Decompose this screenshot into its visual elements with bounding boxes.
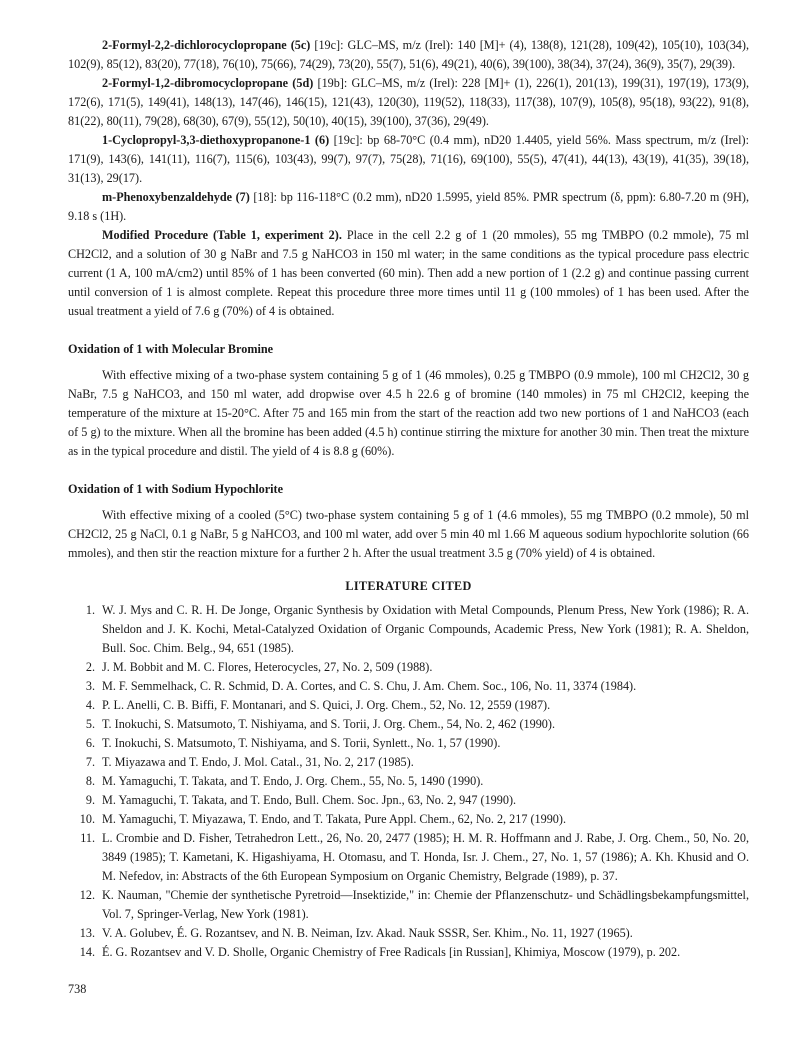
reference-text: M. Yamaguchi, T. Takata, and T. Endo, J. Org. Chem., 55, No. 5, 1490 (1990). <box>102 774 484 788</box>
compound-7-paragraph <box>68 188 749 226</box>
compound-6-ref: [19c]: <box>329 133 368 147</box>
reference-text: T. Miyazawa and T. Endo, J. Mol. Catal., 31, No. 2, 217 (1985). <box>102 755 414 769</box>
page-number: 738 <box>68 982 87 996</box>
reference-item-9 <box>68 791 749 810</box>
reference-item-6 <box>68 734 749 753</box>
reference-text: V. A. Golubev, É. G. Rozantsev, and N. B. Neiman, Izv. Akad. Nauk SSSR, Ser. Khim., No. 11, 1927 (1965). <box>102 926 633 940</box>
reference-number: 11. <box>80 831 95 845</box>
reference-item-12 <box>68 886 749 924</box>
compound-5c-text: GLC–MS, m/z (Irel): 140 [M]+ (4), 138(8), 121(28), 109(42), 105(10), 103(34), 102(9), 85(12), 83(20), 77(18), 76(10), 75(66), 74(29), 73(20), 55(7), 51(6), 49(21), 40(6), 39(100), 38(34), 37(24), 36(9), 35(7), 29(39). <box>68 38 749 71</box>
reference-item-1 <box>68 601 749 658</box>
paper-page <box>68 36 749 962</box>
compound-5c-ref: [19c]: <box>310 38 348 52</box>
compound-6-name: 1-Cyclopropyl-3,3-diethoxypropanone-1 (6) <box>102 133 330 147</box>
reference-text: É. G. Rozantsev and V. D. Sholle, Organic Chemistry of Free Radicals [in Russian], Khimiya, Moscow (1979), p. 202. <box>102 945 681 959</box>
reference-item-11 <box>68 829 749 886</box>
reference-number: 12. <box>79 888 95 902</box>
reference-number: 7. <box>85 755 95 769</box>
reference-item-13 <box>68 924 749 943</box>
compound-6-text: bp 68-70°C (0.4 mm), nD20 1.4405, yield 56%. Mass spectrum, m/z (Irel): 171(9), 143(6), 141(11), 116(7), 115(6), 103(43), 99(7), 97(7), 75(28), 71(16), 69(100), 55(5), 47(41), 44(13), 43(19), 41(35), 39(18), 31(13), 29(17). <box>68 133 749 185</box>
compound-5d-paragraph <box>68 74 749 131</box>
reference-text: J. M. Bobbit and M. C. Flores, Heterocycles, 27, No. 2, 509 (1988). <box>102 660 433 674</box>
reference-number: 6. <box>85 736 95 750</box>
reference-item-4 <box>68 696 749 715</box>
bromine-section-body: With effective mixing of a two-phase system containing 5 g of 1 (46 mmoles), 0.25 g TMBPO (0.9 mmole), 100 ml CH2Cl2, 30 g NaBr, 7.5 g NaHCO3, and 150 ml water, add dropwise over 4.5 h 22.6 g of bromine (140 mmoles) in 75 ml CH2Cl2, keeping the temperature of the mixture at 15-20°C. After 75 and 165 min from the start of the reaction add two new portions of 1 and NaHCO3 (each of 5 g) to the mixture. When all the bromine has been added (4.5 h) continue stirring the mixture for another 30 min. Then treat the mixture as in the typical procedure and distil. The yield of 4 is 8.8 g (60%). <box>68 368 749 458</box>
hypochlorite-section-body: With effective mixing of a cooled (5°C) two-phase system containing 5 g of 1 (4.6 mmoles), 55 mg TMBPO (0.2 mmole), 50 ml CH2Cl2, 25 g NaCl, 0.1 g NaBr, 5 g NaHCO3, and 100 ml water, add over 5 min 40 ml 1.66 M aqueous sodium hypochlorite solution (66 mmoles), and then stir the reaction mixture for a further 2 h. After the usual treatment 3.5 g (70% yield) of 4 is obtained. <box>68 508 749 560</box>
modified-procedure-paragraph <box>68 226 749 321</box>
reference-item-5 <box>68 715 749 734</box>
compound-7-ref: [18]: <box>249 190 281 204</box>
reference-item-10 <box>68 810 749 829</box>
reference-text: P. L. Anelli, C. B. Biffi, F. Montanari, and S. Quici, J. Org. Chem., 52, No. 12, 2559 (1987). <box>102 698 551 712</box>
reference-text: M. Yamaguchi, T. Miyazawa, T. Endo, and T. Takata, Pure Appl. Chem., 62, No. 2, 217 (1990). <box>102 812 567 826</box>
reference-number: 9. <box>85 793 95 807</box>
reference-text: K. Nauman, "Chemie der synthetische Pyretroid—Insektizide," in: Chemie der Pflanzenschutz- und Schädlingsbekampfungsmittel, Vol. 7, Springer-Verlag, New York (1981). <box>102 888 749 921</box>
compound-5c-paragraph <box>68 36 749 74</box>
reference-number: 8. <box>85 774 95 788</box>
reference-item-3 <box>68 677 749 696</box>
reference-number: 5. <box>85 717 95 731</box>
compound-7-name: m-Phenoxybenzaldehyde (7) <box>102 190 250 204</box>
reference-item-8 <box>68 772 749 791</box>
compound-5c-name: 2-Formyl-2,2-dichlorocyclopropane (5c) <box>102 38 311 52</box>
reference-number: 4. <box>85 698 95 712</box>
reference-number: 2. <box>85 660 95 674</box>
bromine-section-heading: Oxidation of 1 with Molecular Bromine <box>68 342 274 356</box>
reference-item-7 <box>68 753 749 772</box>
reference-text: T. Inokuchi, S. Matsumoto, T. Nishiyama, and S. Torii, J. Org. Chem., 54, No. 2, 462 (1990). <box>102 717 555 731</box>
reference-text: M. F. Semmelhack, C. R. Schmid, D. A. Cortes, and C. S. Chu, J. Am. Chem. Soc., 106, No. 11, 3374 (1984). <box>102 679 637 693</box>
reference-list <box>68 601 749 962</box>
reference-item-14 <box>68 943 749 962</box>
modified-procedure-title: Modified Procedure (Table 1, experiment 2). <box>102 228 342 242</box>
compound-7-text: bp 116-118°C (0.2 mm), nD20 1.5995, yield 85%. PMR spectrum (δ, ppm): 6.80-7.20 m (9H), 9.18 s (1H). <box>68 190 749 223</box>
reference-text: M. Yamaguchi, T. Takata, and T. Endo, Bull. Chem. Soc. Jpn., 63, No. 2, 947 (1990). <box>102 793 517 807</box>
reference-text: L. Crombie and D. Fisher, Tetrahedron Lett., 26, No. 20, 2477 (1985); H. M. R. Hoffmann and J. Rabe, J. Org. Chem., 50, No. 20, 3849 (1985); T. Kametani, K. Higashiyama, H. Otomasu, and T. Honda, Isr. J. Chem., 27, No. 1, 57 (1986); A. Kh. Khusid and O. M. Nefedov, in: Abstracts of the 6th European Symposium on Organic Chemistry, Belgrade (1989), p. 37. <box>102 831 749 883</box>
reference-number: 3. <box>85 679 95 693</box>
reference-number: 10. <box>79 812 95 826</box>
reference-text: T. Inokuchi, S. Matsumoto, T. Nishiyama, and S. Torii, Synlett., No. 1, 57 (1990). <box>102 736 501 750</box>
reference-number: 13. <box>79 926 95 940</box>
hypochlorite-section-heading: Oxidation of 1 with Sodium Hypochlorite <box>68 482 283 496</box>
reference-text: W. J. Mys and C. R. H. De Jonge, Organic Synthesis by Oxidation with Metal Compounds, Plenum Press, New York (1986); R. A. Sheldon and J. K. Kochi, Metal-Catalyzed Oxidation of Organic Compounds, Academic Press, New York (1981); R. A. Sheldon, Bull. Soc. Chim. Belg., 94, 651 (1985). <box>102 603 749 655</box>
modified-procedure-text: Place in the cell 2.2 g of 1 (20 mmoles), 55 mg TMBPO (0.2 mmole), 75 ml CH2Cl2, and a solution of 30 g NaBr and 7.5 g NaHCO3 in 150 ml water; in the same conditions as the typical procedure pass electric current (1 A, 100 mA/cm2) until 85% of 1 has been converted (60 min). Then add a new portion of 1 (2.2 g) and continue passing current until conversion of 1 is almost complete. Repeat this procedure three more times until 11 g (100 mmoles) of 1 has been used. After the usual treatment a yield of 7.6 g (70%) of 4 is obtained. <box>68 228 750 318</box>
compound-5d-ref: [19b]: <box>313 76 352 90</box>
literature-cited-title: LITERATURE CITED <box>345 579 472 593</box>
compound-5d-text: GLC–MS, m/z (Irel): 228 [M]+ (1), 226(1), 201(13), 199(31), 197(19), 173(9), 172(6), 171(5), 149(41), 148(13), 147(46), 146(15), 121(43), 120(30), 119(52), 118(33), 117(38), 107(9), 105(8), 95(18), 93(22), 91(8), 81(22), 80(11), 79(28), 68(30), 67(9), 55(12), 50(10), 40(15), 39(100), 37(36), 29(49). <box>68 76 749 128</box>
reference-number: 14. <box>79 945 95 959</box>
compound-5d-name: 2-Formyl-1,2-dibromocyclopropane (5d) <box>102 76 314 90</box>
compound-6-paragraph <box>68 131 749 188</box>
reference-item-2 <box>68 658 749 677</box>
reference-number: 1. <box>85 603 95 617</box>
